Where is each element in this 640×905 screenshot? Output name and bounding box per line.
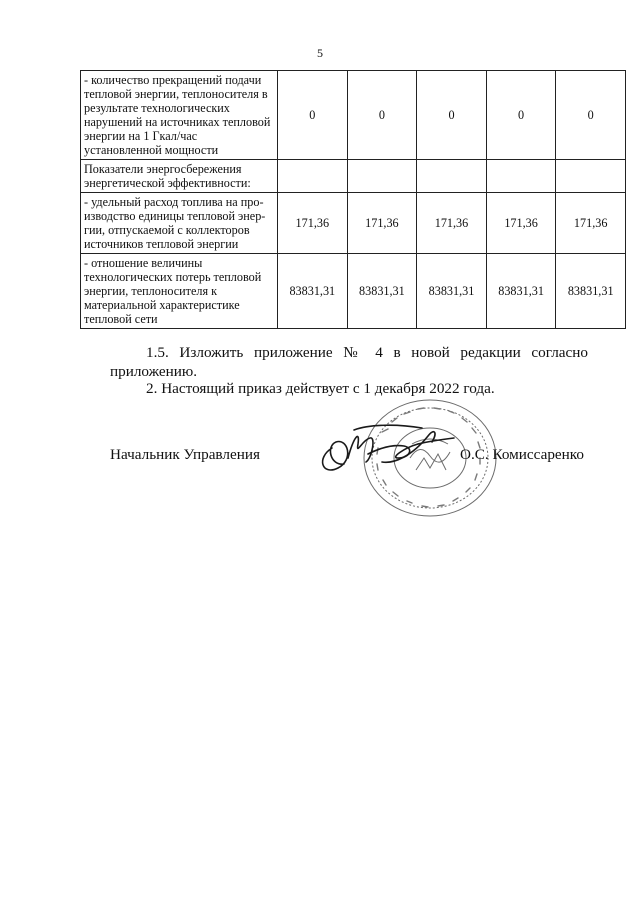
value-cell: 83831,31 xyxy=(278,254,348,329)
table-row xyxy=(81,254,626,329)
value-cell: 171,36 xyxy=(556,193,626,254)
label-line: материальной характеристике xyxy=(84,298,240,312)
label-line: источников тепловой энергии xyxy=(84,237,239,251)
value-cell xyxy=(347,160,417,193)
label-line: нарушений на источниках тепловой xyxy=(84,115,271,129)
value-cell xyxy=(417,160,487,193)
value-cell: 0 xyxy=(486,71,556,160)
page-number: 5 xyxy=(317,46,323,60)
handwritten-signature xyxy=(314,418,464,480)
value-cell: 83831,31 xyxy=(347,254,417,329)
value-cell xyxy=(278,160,348,193)
value-cell: 171,36 xyxy=(417,193,487,254)
paragraph-line: приложению. xyxy=(110,363,198,380)
value-cell: 0 xyxy=(278,71,348,160)
label-line: технологических потерь тепловой xyxy=(84,270,262,284)
row-label xyxy=(81,254,278,329)
table-row xyxy=(81,71,626,160)
value-cell xyxy=(556,160,626,193)
label-line: - количество прекращений подачи xyxy=(84,73,262,87)
paragraph-1-5 xyxy=(110,343,588,381)
indicators-table xyxy=(80,70,626,329)
label-line: - отношение величины xyxy=(84,256,203,270)
row-label xyxy=(81,71,278,160)
row-label xyxy=(81,160,278,193)
paragraph-line: 1.5. Изложить приложение № 4 в новой редакции согласно xyxy=(146,344,588,361)
signatory-title: Начальник Управления xyxy=(110,446,260,463)
value-cell: 83831,31 xyxy=(556,254,626,329)
value-cell: 83831,31 xyxy=(417,254,487,329)
row-label xyxy=(81,193,278,254)
value-cell xyxy=(486,160,556,193)
label-line: энергетической эффективности: xyxy=(84,176,251,190)
table-row xyxy=(81,160,626,193)
label-line: энергии, теплоносителя к xyxy=(84,284,218,298)
label-line: энергии на 1 Гкал/час xyxy=(84,129,198,143)
label-line: установленной мощности xyxy=(84,143,219,157)
table-row xyxy=(81,193,626,254)
label-line: тепловой энергии, теплоносителя в xyxy=(84,87,268,101)
label-line: - удельный расход топлива на про- xyxy=(84,195,264,209)
paragraph-2: 2. Настоящий приказ действует с 1 декабря 2022 года. xyxy=(146,380,495,397)
value-cell: 171,36 xyxy=(347,193,417,254)
value-cell: 0 xyxy=(556,71,626,160)
value-cell: 171,36 xyxy=(278,193,348,254)
label-line: тепловой сети xyxy=(84,312,158,326)
signatory-name: О.С. Комиссаренко xyxy=(460,446,584,463)
label-line: гии, отпускаемой с коллекторов xyxy=(84,223,250,237)
value-cell: 0 xyxy=(417,71,487,160)
label-line: изводство единицы тепловой энер- xyxy=(84,209,266,223)
value-cell: 171,36 xyxy=(486,193,556,254)
value-cell: 0 xyxy=(347,71,417,160)
value-cell: 83831,31 xyxy=(486,254,556,329)
label-line: результате технологических xyxy=(84,101,230,115)
label-line: Показатели энергосбережения xyxy=(84,162,242,176)
